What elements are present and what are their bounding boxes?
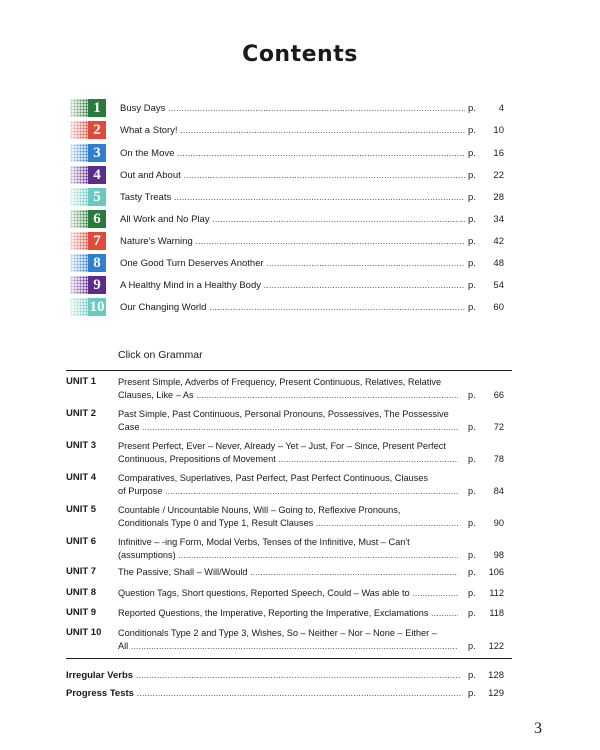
page-ref: 78 xyxy=(493,453,504,464)
page-prefix: p. xyxy=(468,170,476,181)
dot-gradient-icon xyxy=(70,210,88,228)
grammar-topics xyxy=(118,536,458,561)
unit-row[interactable] xyxy=(70,187,510,207)
grammar-row[interactable] xyxy=(66,607,510,620)
grammar-topic-line: Clauses, Like – As ..... xyxy=(118,389,458,402)
unit-row[interactable] xyxy=(70,253,510,273)
dot-gradient-icon xyxy=(70,254,88,272)
grammar-topics xyxy=(118,408,458,433)
unit-badge xyxy=(70,121,106,139)
unit-row[interactable] xyxy=(70,120,510,140)
unit-row[interactable] xyxy=(70,98,510,118)
grammar-topic-line: Case ..... xyxy=(118,421,458,434)
unit-number: 9 xyxy=(88,276,106,294)
page-ref: 90 xyxy=(493,517,504,528)
unit-title: One Good Turn Deserves Another ..... xyxy=(120,258,465,269)
grammar-row[interactable] xyxy=(66,566,510,579)
unit-title: On the Move ..... xyxy=(120,148,465,159)
grammar-topic-line: Comparatives, Superlatives, Past Perfect, Past Perfect Continuous, Clauses xyxy=(118,473,428,483)
grammar-topics xyxy=(118,472,458,497)
grammar-unit-label: UNIT 1 xyxy=(66,376,97,387)
page-ref: 72 xyxy=(493,421,504,432)
dot-gradient-icon xyxy=(70,188,88,206)
unit-number: 5 xyxy=(88,188,106,206)
grammar-topic-line: The Passive, Shall – Will/Would ..... xyxy=(118,566,458,579)
unit-badge xyxy=(70,276,106,294)
grammar-heading: Click on Grammar xyxy=(118,349,203,361)
dot-gradient-icon xyxy=(70,298,88,316)
unit-title: Out and About ..... xyxy=(120,170,465,181)
grammar-unit-label: UNIT 7 xyxy=(66,566,97,577)
grammar-topics xyxy=(118,376,458,401)
page-prefix: p. xyxy=(468,453,476,464)
grammar-topic-line: Question Tags, Short questions, Reported Speech, Could – Was able to ..... xyxy=(118,587,458,600)
grammar-topics xyxy=(118,504,458,529)
page-prefix: p. xyxy=(468,236,476,247)
dot-gradient-icon xyxy=(70,276,88,294)
unit-badge xyxy=(70,99,106,117)
unit-badge xyxy=(70,298,106,316)
unit-number: 3 xyxy=(88,144,106,162)
page-title: Contents xyxy=(242,42,358,67)
grammar-row[interactable] xyxy=(66,536,510,561)
page-ref: 129 xyxy=(488,688,504,699)
page-ref: 128 xyxy=(488,670,504,681)
grammar-topic-line: Present Perfect, Ever – Never, Already – Yet – Just, For – Since, Present Perfect xyxy=(118,441,446,451)
grammar-topic-line: Reported Questions, the Imperative, Reporting the Imperative, Exclamations ..... xyxy=(118,607,458,620)
grammar-topic-line: Continuous, Prepositions of Movement ..... xyxy=(118,453,458,466)
grammar-topic-line: (assumptions) ..... xyxy=(118,549,458,562)
grammar-unit-label: UNIT 5 xyxy=(66,504,97,515)
grammar-unit-label: UNIT 10 xyxy=(66,627,102,638)
unit-row[interactable] xyxy=(70,231,510,251)
unit-badge xyxy=(70,232,106,250)
page-prefix: p. xyxy=(468,421,476,432)
page-ref: 122 xyxy=(488,640,504,651)
grammar-topic-line: Conditionals Type 0 and Type 1, Result Clauses ..... xyxy=(118,517,458,530)
unit-row[interactable] xyxy=(70,297,510,317)
appendix-label xyxy=(66,688,461,699)
grammar-row[interactable] xyxy=(66,587,510,600)
unit-number: 10 xyxy=(89,299,105,315)
page-prefix: p. xyxy=(468,588,476,598)
grammar-unit-label: UNIT 4 xyxy=(66,472,97,483)
unit-number: 2 xyxy=(88,121,106,139)
appendix-label-text: Progress Tests xyxy=(66,688,134,699)
page-ref: 10 xyxy=(493,125,504,136)
page-prefix: p. xyxy=(468,389,476,400)
appendix-row[interactable] xyxy=(66,688,510,702)
dot-gradient-icon xyxy=(70,144,88,162)
divider-rule xyxy=(66,370,512,371)
grammar-row[interactable] xyxy=(66,472,510,497)
grammar-topic-line: All ..... xyxy=(118,640,458,653)
grammar-unit-label: UNIT 6 xyxy=(66,536,97,547)
unit-badge xyxy=(70,188,106,206)
unit-number: 4 xyxy=(88,166,106,184)
page-ref: 48 xyxy=(493,258,504,269)
page-number: 3 xyxy=(534,720,542,737)
dot-gradient-icon xyxy=(70,99,88,117)
unit-title: Tasty Treats ..... xyxy=(120,192,465,203)
unit-title: All Work and No Play ..... xyxy=(120,214,465,225)
page-ref: 22 xyxy=(493,170,504,181)
divider-rule xyxy=(66,658,512,659)
unit-number: 6 xyxy=(88,210,106,228)
page-prefix: p. xyxy=(468,517,476,528)
grammar-unit-label: UNIT 3 xyxy=(66,440,97,451)
page-ref: 42 xyxy=(493,236,504,247)
dot-gradient-icon xyxy=(70,121,88,139)
unit-title: Nature's Warning ..... xyxy=(120,236,465,247)
unit-badge xyxy=(70,144,106,162)
grammar-topics xyxy=(118,566,458,579)
grammar-topic-line: Countable / Uncountable Nouns, Will – Going to, Reflexive Pronouns, xyxy=(118,505,401,515)
grammar-row[interactable] xyxy=(66,504,510,529)
appendix-label-text: Irregular Verbs xyxy=(66,670,134,681)
grammar-row[interactable] xyxy=(66,627,510,652)
unit-number: 8 xyxy=(88,254,106,272)
grammar-topics xyxy=(118,627,458,652)
appendix-label xyxy=(66,670,461,681)
unit-row[interactable] xyxy=(70,143,510,163)
page-prefix: p. xyxy=(468,302,476,313)
page-prefix: p. xyxy=(468,567,476,577)
page-prefix: p. xyxy=(468,485,476,496)
grammar-topic-line: Infinitive – -ing Form, Modal Verbs, Tenses of the Infinitive, Must – Can't xyxy=(118,537,410,547)
unit-row[interactable] xyxy=(70,275,510,295)
page-prefix: p. xyxy=(468,258,476,269)
page-ref: 66 xyxy=(493,389,504,400)
page-ref: 84 xyxy=(493,485,504,496)
unit-title: What a Story! ..... xyxy=(120,125,465,136)
grammar-topic-line: of Purpose ..... xyxy=(118,485,458,498)
grammar-row[interactable] xyxy=(66,408,510,433)
page-prefix: p. xyxy=(468,125,476,136)
page-prefix: p. xyxy=(468,549,476,560)
grammar-topics xyxy=(118,607,458,620)
page-prefix: p. xyxy=(468,670,476,681)
page-prefix: p. xyxy=(468,640,476,651)
unit-title: Busy Days ..... xyxy=(120,103,465,114)
dot-gradient-icon xyxy=(70,232,88,250)
appendix-row[interactable] xyxy=(66,670,510,684)
page-ref: 34 xyxy=(493,214,504,225)
grammar-topic-line: Conditionals Type 2 and Type 3, Wishes, So – Neither – Nor – None – Either – xyxy=(118,628,437,638)
page-ref: 54 xyxy=(493,280,504,291)
grammar-topic-line: Present Simple, Adverbs of Frequency, Present Continuous, Relatives, Relative xyxy=(118,377,442,387)
page-prefix: p. xyxy=(468,688,476,699)
page-ref: 60 xyxy=(493,302,504,313)
unit-badge xyxy=(70,210,106,228)
grammar-unit-label: UNIT 2 xyxy=(66,408,97,419)
page-prefix: p. xyxy=(468,608,476,618)
page-ref: 28 xyxy=(493,192,504,203)
grammar-topic-line: Past Simple, Past Continuous, Personal Pronouns, Possessives, The Possessive xyxy=(118,409,449,419)
page-prefix: p. xyxy=(468,103,476,114)
grammar-topics xyxy=(118,440,458,465)
dot-gradient-icon xyxy=(70,166,88,184)
page-prefix: p. xyxy=(468,192,476,203)
unit-number: 7 xyxy=(88,232,106,250)
page-ref: 98 xyxy=(493,549,504,560)
unit-badge xyxy=(70,166,106,184)
page-ref: 106 xyxy=(488,567,504,577)
unit-row[interactable] xyxy=(70,165,510,185)
page-prefix: p. xyxy=(468,214,476,225)
page-prefix: p. xyxy=(468,280,476,291)
page-ref: 16 xyxy=(493,148,504,159)
page-prefix: p. xyxy=(468,148,476,159)
grammar-unit-label: UNIT 8 xyxy=(66,587,97,598)
page-ref: 112 xyxy=(489,588,504,598)
unit-badge xyxy=(70,254,106,272)
unit-row[interactable] xyxy=(70,209,510,229)
page-ref: 4 xyxy=(498,103,504,114)
unit-number: 1 xyxy=(88,99,106,117)
grammar-row[interactable] xyxy=(66,440,510,465)
page-ref: 118 xyxy=(489,608,504,618)
unit-title: Our Changing World ..... xyxy=(120,302,465,313)
grammar-unit-label: UNIT 9 xyxy=(66,607,97,618)
grammar-topics xyxy=(118,587,458,600)
grammar-row[interactable] xyxy=(66,376,510,401)
unit-title: A Healthy Mind in a Healthy Body ..... xyxy=(120,280,465,291)
